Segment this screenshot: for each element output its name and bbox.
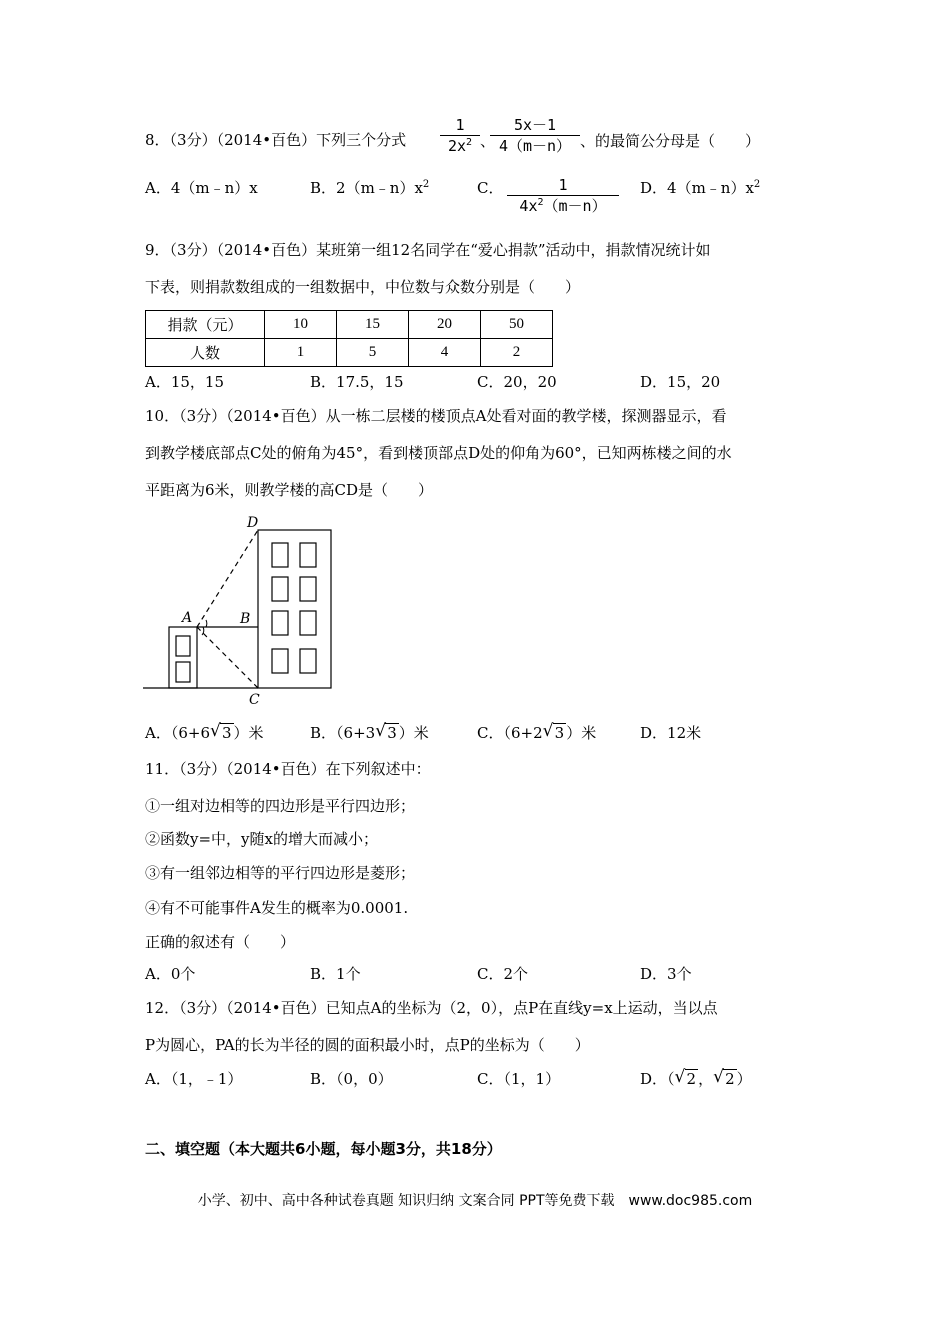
q10-stem-line3: 平距离为6米，则教学楼的高CD是（ ） <box>145 481 434 499</box>
line-ac <box>197 627 258 688</box>
q11-stem: 11．（3分）（2014•百色）在下列叙述中： <box>145 760 431 778</box>
q12-option-b: B．（0，0） <box>310 1070 393 1088</box>
q8-optc-numerator: 1 <box>558 176 568 194</box>
q8-option-c-fraction <box>507 176 619 215</box>
q11-statement-3: ③有一组邻边相等的平行四边形是菱形； <box>145 864 416 882</box>
table-cell: 15 <box>337 311 409 339</box>
q8-fraction-2 <box>490 116 580 155</box>
table-cell: 10 <box>265 311 337 339</box>
angle-arc-up <box>206 620 207 627</box>
q11-option-b: B．1个 <box>310 965 361 983</box>
small-window <box>176 636 190 656</box>
q9-option-a: A．15，15 <box>145 373 225 391</box>
q12-option-a: A．（1，﹣1） <box>145 1070 243 1088</box>
small-window <box>176 662 190 682</box>
q8-frac2-denominator: 4（m－n） <box>498 137 572 155</box>
q10-option-a: A．（6+6 √ 3 ）米 <box>145 721 264 742</box>
table-row <box>146 339 553 367</box>
q8-option-a: A．4（m﹣n）x <box>145 179 258 197</box>
q10-option-c: C．（6+2 √ 3 ）米 <box>477 721 597 742</box>
page-footer: 小学、初中、高中各种试卷真题 知识归纳 文案合同 PPT等免费下载 www.doc985.com <box>197 1193 753 1209</box>
q10-stem-line2: 到教学楼底部点C处的俯角为45°，看到楼顶部点D处的仰角为60°，已知两栋楼之间的水 <box>145 444 732 462</box>
q9-donation-table <box>145 310 553 367</box>
table-cell: 4 <box>409 339 481 367</box>
q10-building-figure <box>140 510 350 710</box>
q8-stem <box>145 130 406 150</box>
label-b: B <box>240 611 251 627</box>
q11-statement-1: ①一组对边相等的四边形是平行四边形； <box>145 797 416 815</box>
q8-optc-denominator: $4x^2(m-n)$ <box>519 197 607 215</box>
label-d: D <box>247 515 259 531</box>
tall-building <box>258 530 331 688</box>
q9-option-c: C．20，20 <box>477 373 557 391</box>
q11-statement-4: ④有不可能事件A发生的概率为0.0001. <box>145 899 409 917</box>
q10-option-b: B．（6+3 √ 3 ）米 <box>310 721 429 742</box>
table-cell: 50 <box>481 311 553 339</box>
q8-prefix: 8．（3分）（2014•百色）下列三个分式 <box>145 131 407 149</box>
label-c: C <box>249 692 260 708</box>
fraction-bar <box>440 135 480 136</box>
q8-frac1-numerator: 1 <box>455 116 465 134</box>
q9-stem-line2: 下表，则捐款数组成的一组数据中，中位数与众数分别是（ ） <box>145 278 581 296</box>
q8-suffix: 、的最简公分母是（ ） <box>580 132 761 150</box>
q12-option-d: D．（ √ 2 ， √ 2 ） <box>640 1067 752 1088</box>
q11-option-a: A．0个 <box>145 965 196 983</box>
q11-option-d: D．3个 <box>640 965 692 983</box>
table-cell: 20 <box>409 311 481 339</box>
q8-frac2-numerator: 5x－1 <box>513 116 557 134</box>
section-2-heading: 二、填空题（本大题共6小题，每小题3分，共18分） <box>145 1140 502 1158</box>
q9-stem-line1: 9．（3分）（2014•百色）某班第一组12名同学在“爱心捐款”活动中，捐款情况统计如 <box>145 241 711 259</box>
q8-option-d: D．$4(m﹣n)x^2$ <box>640 179 761 197</box>
table-cell: 1 <box>265 339 337 367</box>
table-cell: 2 <box>481 339 553 367</box>
table-cell: 人数 <box>146 339 265 367</box>
q9-option-b: B．17.5，15 <box>310 373 404 391</box>
q8-frac1-denominator: $2x^2$ <box>447 137 473 155</box>
fraction-bar <box>490 135 580 136</box>
q8-separator: 、 <box>480 132 496 150</box>
q9-option-d: D．15，20 <box>640 373 721 391</box>
q11-ask: 正确的叙述有（ ） <box>145 933 296 951</box>
label-a: A <box>182 610 193 626</box>
q10-stem-line1: 10．（3分）（2014•百色）从一栋二层楼的楼顶点A处看对面的教学楼，探测器显示，看 <box>145 407 727 425</box>
table-cell: 捐款（元） <box>146 311 265 339</box>
table-cell: 5 <box>337 339 409 367</box>
q8-option-b: B．$2(m﹣n)x^2$ <box>310 179 430 197</box>
table-row <box>146 311 553 339</box>
q8-fraction-1 <box>440 116 480 155</box>
q12-stem-line2: P为圆心，PA的长为半径的圆的面积最小时，点P的坐标为（ ） <box>145 1036 590 1054</box>
q11-option-c: C．2个 <box>477 965 529 983</box>
tall-windows <box>272 543 316 673</box>
q8-option-c-label: C． <box>477 179 504 197</box>
q12-option-c: C．（1，1） <box>477 1070 561 1088</box>
q11-statement-2: ②函数y=中，y随x的增大而减小； <box>145 830 378 848</box>
q12-stem-line1: 12．（3分）（2014•百色）已知点A的坐标为（2，0），点P在直线y=x上运动，当以点 <box>145 999 718 1017</box>
q10-option-d: D．12米 <box>640 724 702 742</box>
fraction-bar <box>507 195 619 196</box>
